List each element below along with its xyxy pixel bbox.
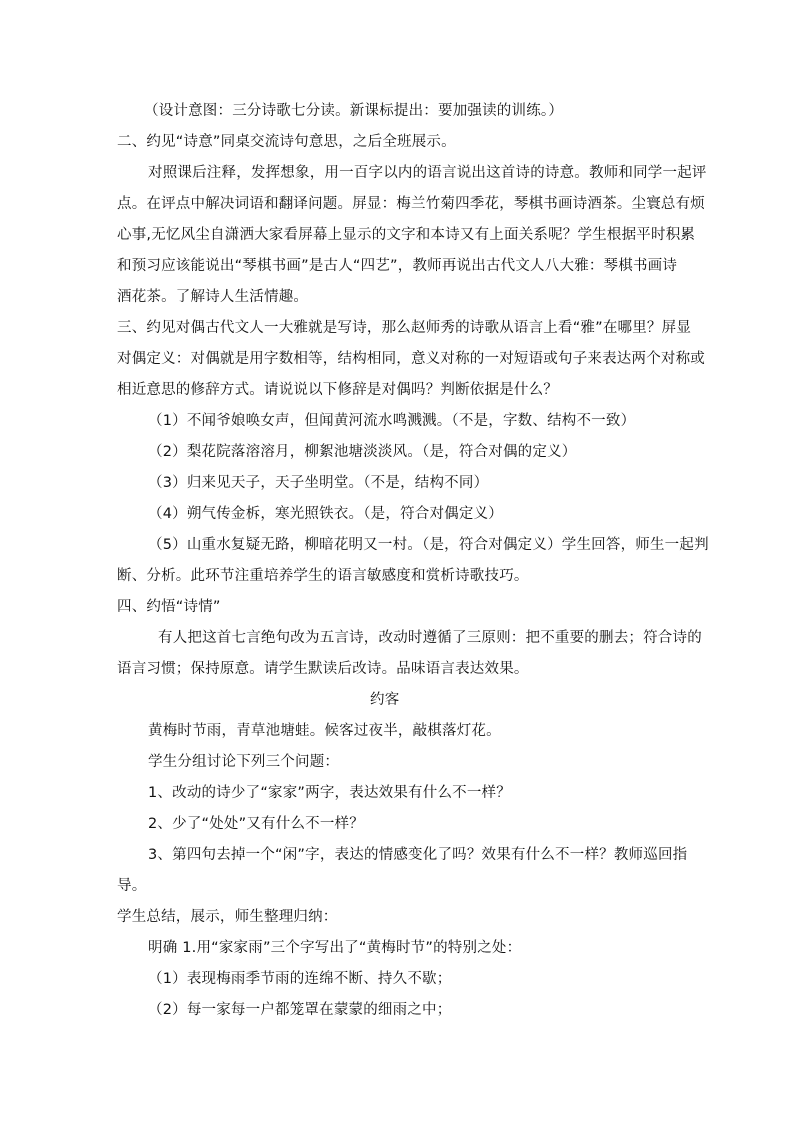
paragraph-line: 学生分组讨论下列三个问题： (148, 754, 340, 770)
list-item: 1、改动的诗少了“家家”两字，表达效果有什么不一样？ (148, 785, 511, 801)
list-item: （1）表现梅雨季节雨的连绵不断、持久不歇； (148, 971, 452, 987)
paragraph-line: 导。 (117, 878, 147, 894)
paragraph-line: 酒花茶。了解诗人生活情趣。 (117, 289, 309, 305)
paragraph-line: 点。在评点中解决词语和翻译问题。屏显：梅兰竹菊四季花，琴棋书画诗酒茶。尘寰总有烦 (117, 196, 705, 212)
list-item: （4）朔气传金柝，寒光照铁衣。（是，符合对偶定义） (148, 506, 503, 522)
section-heading-4: 四、约悟“诗情” (117, 599, 221, 615)
paragraph-line: 和预习应该能说出“琴棋书画”是古人“四艺”，教师再说出古代文人八大雅：琴棋书画诗 (117, 258, 678, 274)
paragraph-line: 对照课后注释，发挥想象，用一百字以内的语言说出这首诗的诗意。教师和同学一起评 (148, 165, 707, 181)
list-item: （1）不闻爷娘唤女声，但闻黄河流水鸣溅溅。（不是，字数、结构不一致） (148, 413, 636, 429)
section-heading-3: 三、约见对偶古代文人一大雅就是写诗，那么赵师秀的诗歌从语言上看“雅”在哪里？屏显 (117, 320, 692, 336)
list-item: （2）每一家每一户都笼罩在蒙蒙的细雨之中； (148, 1002, 452, 1018)
paragraph-line: 断、分析。此环节注重培养学生的语言敏感度和赏析诗歌技巧。 (117, 568, 529, 584)
list-item: （2）梨花院落溶溶月，柳絮池塘淡淡风。（是，符合对偶的定义） (148, 444, 577, 460)
paragraph-line: 学生总结，展示，师生整理归纳： (117, 909, 338, 925)
list-item: 3、第四句去掉一个“闲”字，表达的情感变化了吗？效果有什么不一样？教师巡回指 (148, 847, 688, 863)
paragraph-line: 语言习惯；保持原意。请学生默读后改诗。品味语言表达效果。 (117, 661, 529, 677)
list-item: （5）山重水复疑无路，柳暗花明又一村。（是，符合对偶定义）学生回答，师生一起判 (148, 537, 709, 553)
paragraph-line: 对偶定义：对偶就是用字数相等，结构相同，意义对称的一对短语或句子来表达两个对称或 (117, 351, 705, 367)
list-item: 2、少了“处处”又有什么不一样？ (148, 816, 364, 832)
paragraph-line: 明确 1.用“家家雨”三个字写出了“黄梅时节”的特别之处： (148, 940, 522, 956)
design-intent-note: （设计意图：三分诗歌七分读。新课标提出：要加强读的训练。） (144, 103, 564, 119)
list-item: （3）归来见天子，天子坐明堂。（不是，结构不同） (148, 475, 489, 491)
poem-text: 黄梅时节雨，青草池塘蛙。候客过夜半，敲棋落灯花。 (148, 723, 501, 739)
section-heading-2: 二、约见“诗意”同桌交流诗句意思，之后全班展示。 (117, 134, 456, 150)
poem-title: 约客 (370, 692, 400, 708)
paragraph-line: 有人把这首七言绝句改为五言诗，改动时遵循了三原则：把不重要的删去；符合诗的 (158, 630, 702, 646)
paragraph-line: 相近意思的修辞方式。请说说以下修辞是对偶吗？判断依据是什么？ (117, 382, 558, 398)
paragraph-line: 心事,无忆风尘自潇洒大家看屏幕上显示的文字和本诗又有上面关系呢？学生根据平时积累 (117, 227, 696, 243)
